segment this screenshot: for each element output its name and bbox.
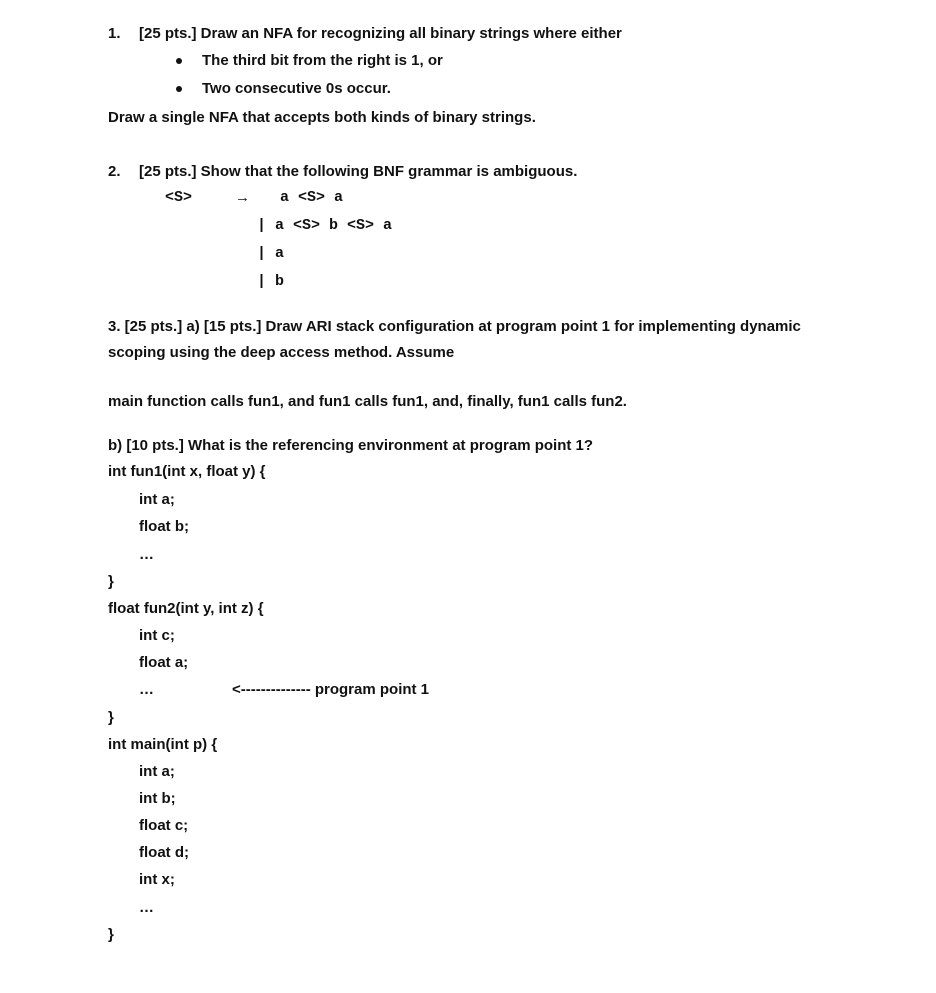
code-line: int b; [139,790,176,807]
q1-bullet-1: The third bit from the right is 1, or [202,52,443,69]
code-line: float fun2(int y, int z) { [108,600,264,617]
code-line: int a; [139,491,175,508]
code-line: } [108,709,114,726]
q3-line-2: scoping using the deep access method. Assume [108,344,455,361]
code-line: int x; [139,871,175,888]
q1-bullet-dot [176,86,182,92]
grammar-lhs: <S> [165,189,193,206]
q3-line-1: 3. [25 pts.] a) [15 pts.] Draw ARI stack configuration at program point 1 for implementing dynamic [108,318,801,335]
code-line: int a; [139,763,175,780]
q1-bullet-dot [176,58,182,64]
code-line: } [108,573,114,590]
code-line: float c; [139,817,189,834]
grammar-rule: | a <S> b <S> a [257,217,393,234]
code-line: … [139,899,154,916]
code-line: int c; [139,627,175,644]
q2-number: 2. [108,163,121,180]
q3-line-3: main function calls fun1, and fun1 calls fun1, and, finally, fun1 calls fun2. [108,393,627,410]
program-point-pointer: <-------------- program point 1 [232,681,430,698]
code-line: } [108,926,114,943]
code-line: int fun1(int x, float y) { [108,463,266,480]
q1-bullet-2: Two consecutive 0s occur. [202,80,391,97]
q1-header: [25 pts.] Draw an NFA for recognizing all binary strings where either [139,25,622,42]
grammar-rule: | a [257,245,285,262]
code-line: float b; [139,518,189,535]
q3-line-4: b) [10 pts.] What is the referencing environment at program point 1? [108,437,594,454]
grammar-arrow: → [235,189,250,206]
grammar-rule: | b [257,273,285,290]
code-line: … [139,546,154,563]
q2-header: [25 pts.] Show that the following BNF grammar is ambiguous. [139,163,578,180]
code-line: float d; [139,844,189,861]
code-line: float a; [139,654,189,671]
code-line: … [139,681,154,698]
code-line: int main(int p) { [108,736,218,753]
grammar-rule: a <S> a [280,189,344,206]
q1-number: 1. [108,25,121,42]
q1-footer: Draw a single NFA that accepts both kinds of binary strings. [108,109,536,126]
